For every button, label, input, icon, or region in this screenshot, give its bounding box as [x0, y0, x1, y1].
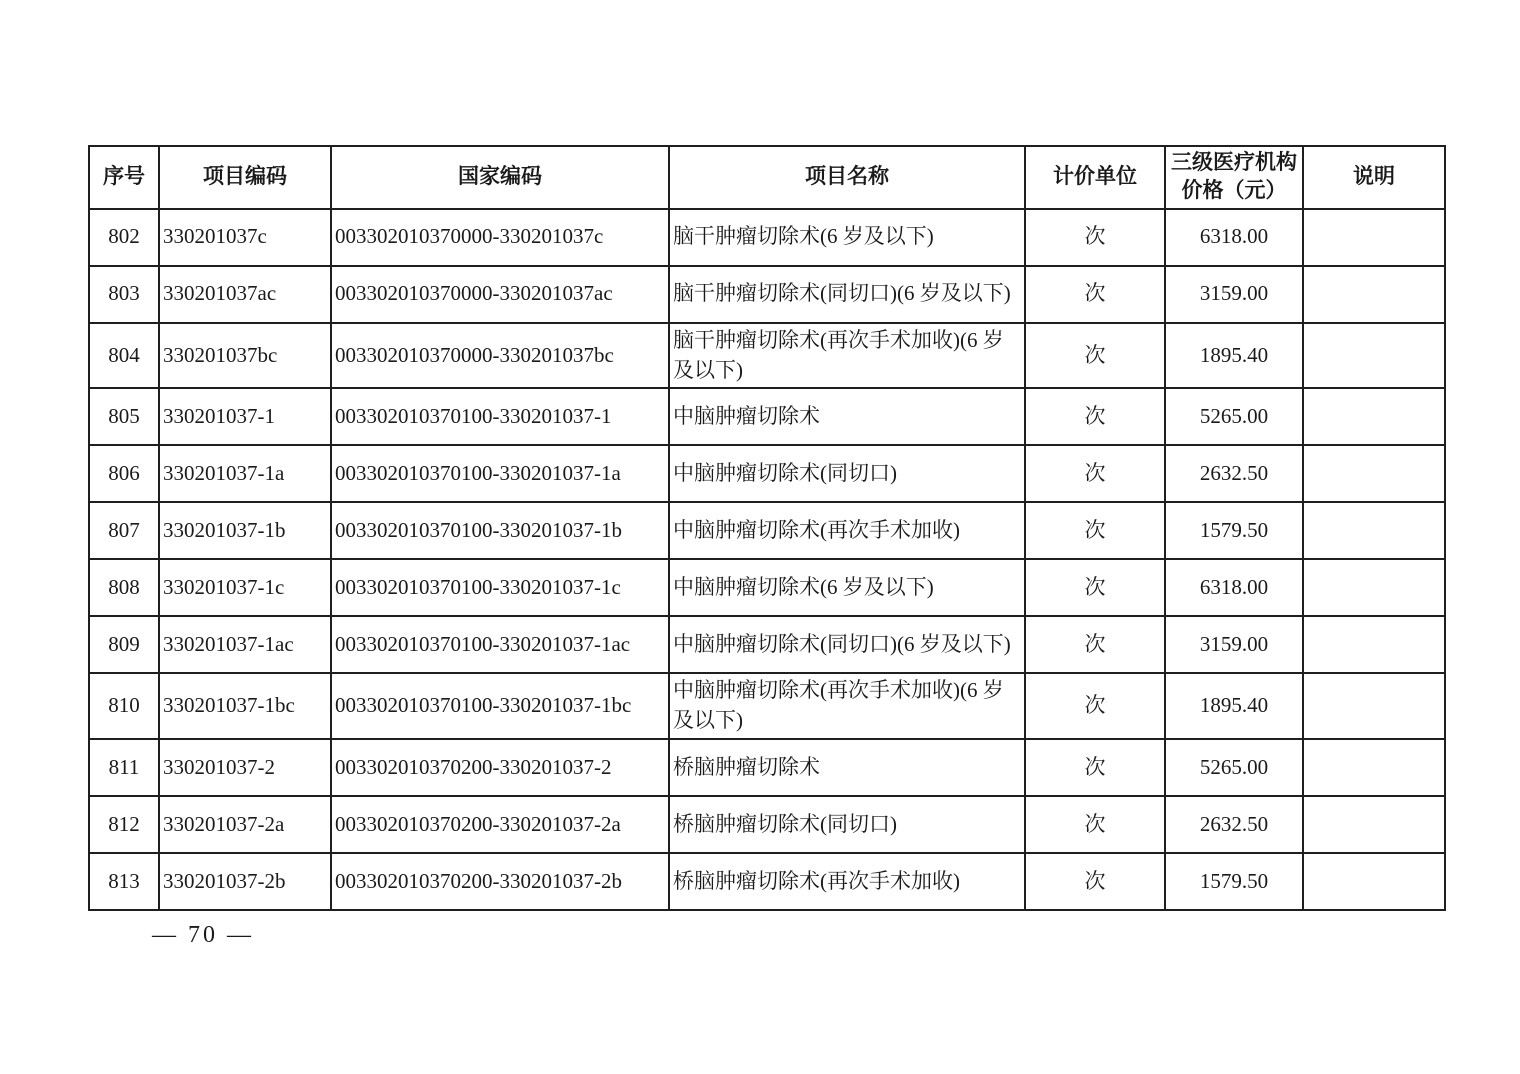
cell-price: 3159.00 [1165, 616, 1303, 673]
cell-note [1303, 209, 1445, 266]
cell-note [1303, 853, 1445, 910]
cell-price: 5265.00 [1165, 388, 1303, 445]
cell-note [1303, 673, 1445, 739]
cell-seq: 803 [89, 266, 159, 323]
cell-unit: 次 [1025, 502, 1165, 559]
cell-national-code: 003302010370100-330201037-1ac [331, 616, 669, 673]
cell-seq: 807 [89, 502, 159, 559]
cell-national-code: 003302010370000-330201037c [331, 209, 669, 266]
cell-note [1303, 388, 1445, 445]
cell-note [1303, 323, 1445, 389]
cell-project-name: 脑干肿瘤切除术(6 岁及以下) [669, 209, 1025, 266]
cell-project-code: 330201037ac [159, 266, 331, 323]
page-number: — 70 — [152, 922, 254, 948]
cell-project-name: 中脑肿瘤切除术(再次手术加收) [669, 502, 1025, 559]
cell-national-code: 003302010370100-330201037-1bc [331, 673, 669, 739]
cell-project-name: 中脑肿瘤切除术(同切口)(6 岁及以下) [669, 616, 1025, 673]
cell-project-name: 中脑肿瘤切除术(6 岁及以下) [669, 559, 1025, 616]
cell-project-code: 330201037c [159, 209, 331, 266]
cell-note [1303, 616, 1445, 673]
col-header-price: 三级医疗机构价格（元） [1165, 146, 1303, 209]
cell-project-name: 脑干肿瘤切除术(再次手术加收)(6 岁及以下) [669, 323, 1025, 389]
cell-national-code: 003302010370200-330201037-2b [331, 853, 669, 910]
cell-project-name: 桥脑肿瘤切除术 [669, 739, 1025, 796]
cell-national-code: 003302010370100-330201037-1b [331, 502, 669, 559]
cell-unit: 次 [1025, 673, 1165, 739]
cell-project-code: 330201037-1a [159, 445, 331, 502]
cell-price: 1895.40 [1165, 673, 1303, 739]
cell-seq: 804 [89, 323, 159, 389]
cell-note [1303, 502, 1445, 559]
cell-national-code: 003302010370100-330201037-1a [331, 445, 669, 502]
cell-price: 2632.50 [1165, 796, 1303, 853]
col-header-national-code: 国家编码 [331, 146, 669, 209]
col-header-note: 说明 [1303, 146, 1445, 209]
cell-price: 1579.50 [1165, 853, 1303, 910]
table-row [89, 445, 1445, 502]
cell-seq: 813 [89, 853, 159, 910]
cell-note [1303, 445, 1445, 502]
cell-project-code: 330201037-1ac [159, 616, 331, 673]
cell-seq: 811 [89, 739, 159, 796]
cell-project-code: 330201037bc [159, 323, 331, 389]
cell-seq: 808 [89, 559, 159, 616]
table-row [89, 388, 1445, 445]
cell-seq: 809 [89, 616, 159, 673]
cell-project-name: 中脑肿瘤切除术(再次手术加收)(6 岁及以下) [669, 673, 1025, 739]
cell-price: 1895.40 [1165, 323, 1303, 389]
cell-unit: 次 [1025, 739, 1165, 796]
cell-project-name: 中脑肿瘤切除术 [669, 388, 1025, 445]
cell-project-code: 330201037-1c [159, 559, 331, 616]
cell-project-code: 330201037-2a [159, 796, 331, 853]
cell-seq: 810 [89, 673, 159, 739]
cell-national-code: 003302010370000-330201037ac [331, 266, 669, 323]
cell-unit: 次 [1025, 616, 1165, 673]
cell-price: 3159.00 [1165, 266, 1303, 323]
cell-national-code: 003302010370100-330201037-1c [331, 559, 669, 616]
cell-national-code: 003302010370200-330201037-2a [331, 796, 669, 853]
table-row [89, 796, 1445, 853]
cell-price: 6318.00 [1165, 559, 1303, 616]
cell-unit: 次 [1025, 796, 1165, 853]
cell-project-name: 脑干肿瘤切除术(同切口)(6 岁及以下) [669, 266, 1025, 323]
cell-seq: 806 [89, 445, 159, 502]
cell-national-code: 003302010370200-330201037-2 [331, 739, 669, 796]
cell-project-code: 330201037-2b [159, 853, 331, 910]
col-header-seq: 序号 [89, 146, 159, 209]
cell-unit: 次 [1025, 323, 1165, 389]
cell-note [1303, 559, 1445, 616]
cell-national-code: 003302010370000-330201037bc [331, 323, 669, 389]
table-row [89, 559, 1445, 616]
cell-project-code: 330201037-1b [159, 502, 331, 559]
cell-seq: 812 [89, 796, 159, 853]
cell-project-name: 桥脑肿瘤切除术(再次手术加收) [669, 853, 1025, 910]
cell-project-code: 330201037-1 [159, 388, 331, 445]
header-row [89, 146, 1445, 209]
cell-project-name: 桥脑肿瘤切除术(同切口) [669, 796, 1025, 853]
cell-project-code: 330201037-1bc [159, 673, 331, 739]
cell-price: 5265.00 [1165, 739, 1303, 796]
cell-price: 2632.50 [1165, 445, 1303, 502]
col-header-project-name: 项目名称 [669, 146, 1025, 209]
cell-unit: 次 [1025, 209, 1165, 266]
table-row [89, 853, 1445, 910]
table-row [89, 739, 1445, 796]
cell-project-code: 330201037-2 [159, 739, 331, 796]
col-header-unit: 计价单位 [1025, 146, 1165, 209]
cell-seq: 802 [89, 209, 159, 266]
cell-unit: 次 [1025, 445, 1165, 502]
table-row [89, 209, 1445, 266]
medical-price-table [88, 145, 1446, 911]
cell-unit: 次 [1025, 266, 1165, 323]
cell-note [1303, 796, 1445, 853]
col-header-project-code: 项目编码 [159, 146, 331, 209]
cell-seq: 805 [89, 388, 159, 445]
cell-unit: 次 [1025, 559, 1165, 616]
cell-national-code: 003302010370100-330201037-1 [331, 388, 669, 445]
cell-price: 6318.00 [1165, 209, 1303, 266]
cell-note [1303, 739, 1445, 796]
cell-project-name: 中脑肿瘤切除术(同切口) [669, 445, 1025, 502]
table-row [89, 673, 1445, 739]
table-row [89, 323, 1445, 389]
cell-note [1303, 266, 1445, 323]
table-row [89, 502, 1445, 559]
table-row [89, 266, 1445, 323]
table-row [89, 616, 1445, 673]
cell-unit: 次 [1025, 853, 1165, 910]
cell-unit: 次 [1025, 388, 1165, 445]
cell-price: 1579.50 [1165, 502, 1303, 559]
